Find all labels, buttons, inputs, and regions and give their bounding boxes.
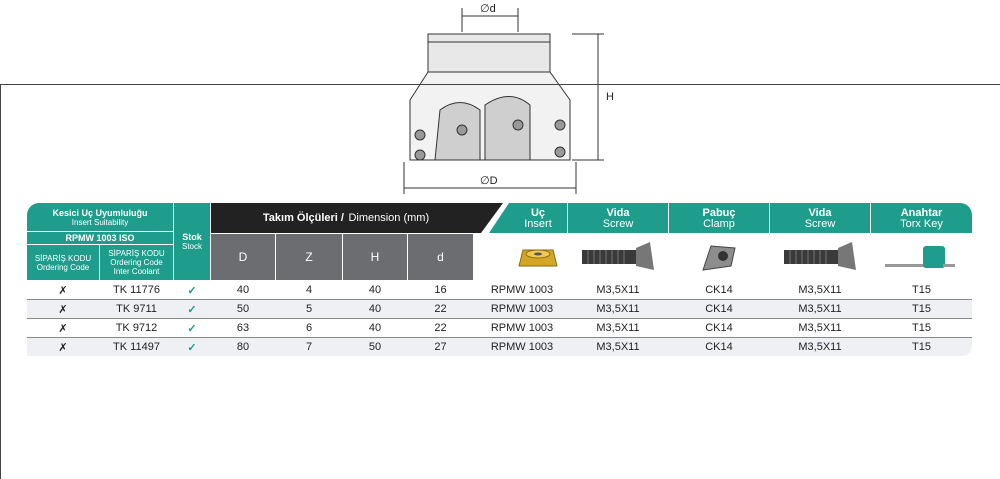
screw-code: M3,5X11 [596, 284, 640, 296]
screw-en: Screw [602, 217, 634, 230]
screw2-en: Screw [804, 217, 836, 230]
torx-key-image [871, 236, 972, 280]
key-tr: Anahtar [900, 206, 943, 219]
order-code-tr: SİPARİŞ KODU [34, 253, 92, 263]
order-code: ✗ [58, 341, 68, 354]
clamp-image [669, 236, 769, 280]
order-code-cool-tr: SİPARİŞ KODU [108, 249, 165, 258]
screw2-image [770, 236, 870, 280]
coolant-code: TK 11776 [113, 284, 160, 296]
clamp-code: CK14 [705, 341, 733, 353]
dim-D: 63 [236, 322, 250, 334]
insert-code: RPMW 1003 [490, 322, 554, 334]
order-code: ✗ [58, 322, 68, 335]
key-code: T15 [912, 303, 931, 315]
clamp-code: CK14 [705, 284, 733, 296]
clamp-code: CK14 [705, 303, 733, 315]
insert-code: RPMW 1003 [490, 341, 554, 353]
row-3 [27, 338, 972, 356]
key-code: T15 [912, 284, 931, 296]
insert-tr: Uç [530, 206, 546, 219]
insert-suitability-en: Insert Suitability [71, 217, 129, 227]
stock-check: ✓ [187, 284, 197, 297]
coolant-code: TK 11497 [113, 341, 160, 353]
dim-H: 40 [368, 284, 382, 296]
label-d: ∅d [480, 3, 496, 15]
row-0 [27, 281, 972, 300]
stock-en: Stock [181, 242, 202, 251]
dim-Z: 6 [305, 322, 313, 334]
insert-type: RPMW 1003 ISO [65, 233, 135, 243]
key-code: T15 [912, 322, 931, 334]
insert-en: Insert [524, 217, 552, 230]
dim-d: 22 [434, 303, 447, 315]
insert-code: RPMW 1003 [490, 284, 554, 296]
dim-d: 16 [434, 284, 447, 296]
insert-suitability-tr: Kesici Uç Uyumluluğu [52, 207, 148, 218]
dim-Z: 5 [305, 303, 313, 315]
screw-code: M3,5X11 [596, 303, 640, 315]
insert-suitability-header [27, 203, 173, 231]
row-1 [27, 300, 972, 319]
key-en: Torx Key [900, 217, 943, 230]
clamp-tr: Pabuç [702, 206, 736, 219]
dimension-en: Dimension (mm) [348, 211, 430, 224]
key-header [871, 203, 972, 233]
order-code-cool-en2: Inter Coolant [113, 267, 160, 276]
dim-Z: 7 [305, 341, 313, 353]
screw2-tr: Vida [808, 206, 832, 219]
order-code-en: Ordering Code [36, 262, 90, 272]
screw-code: M3,5X11 [596, 341, 640, 353]
stock-header [174, 203, 210, 280]
coolant-code: TK 9711 [116, 303, 157, 315]
stock-tr: Stok [182, 232, 202, 242]
insert-header-edge [489, 203, 509, 233]
label-D: ∅D [480, 175, 498, 187]
dim-H: 40 [368, 303, 382, 315]
dim-col-D: D [211, 234, 275, 280]
dim-D: 40 [236, 284, 250, 296]
clamp-code: CK14 [705, 322, 733, 334]
clamp-header [669, 203, 769, 233]
screw-tr: Vida [606, 206, 630, 219]
dimension-tr: Takım Ölçüleri / [262, 212, 344, 224]
screw-header [568, 203, 668, 233]
dim-H: 50 [368, 341, 382, 353]
dim-d: 22 [434, 322, 447, 334]
dim-Z: 4 [305, 284, 313, 296]
dim-D: 50 [236, 303, 250, 315]
key-code: T15 [912, 341, 931, 353]
dimension-header [211, 203, 481, 233]
screw2-code: M3,5X11 [798, 284, 842, 296]
screw2-code: M3,5X11 [798, 322, 842, 334]
dim-col-Z: Z [276, 234, 342, 280]
order-code: ✗ [58, 303, 68, 316]
dim-d: 27 [434, 341, 447, 353]
row-2 [27, 319, 972, 338]
screw2-code: M3,5X11 [798, 303, 842, 315]
screw2-code: M3,5X11 [798, 341, 842, 353]
order-code: ✗ [58, 284, 68, 297]
screw2-header [770, 203, 870, 233]
coolant-code: TK 9712 [115, 322, 158, 334]
order-code-cool-en: Ordering Code [110, 258, 163, 267]
label-H: H [606, 91, 614, 103]
insert-type-header [27, 232, 173, 244]
clamp-en: Clamp [703, 217, 735, 230]
insert-image [509, 236, 567, 280]
stock-check: ✓ [187, 303, 197, 316]
insert-header [509, 203, 567, 233]
dim-col-H: H [343, 234, 407, 280]
dim-col-d: d [408, 234, 473, 280]
dim-H: 40 [368, 322, 382, 334]
screw-code: M3,5X11 [596, 322, 640, 334]
insert-code: RPMW 1003 [490, 303, 554, 315]
order-code-header [27, 245, 99, 280]
stock-check: ✓ [187, 341, 197, 354]
dim-D: 80 [236, 341, 250, 353]
order-code-coolant-header [100, 245, 173, 280]
stock-check: ✓ [187, 322, 197, 335]
screw-image [568, 236, 668, 280]
